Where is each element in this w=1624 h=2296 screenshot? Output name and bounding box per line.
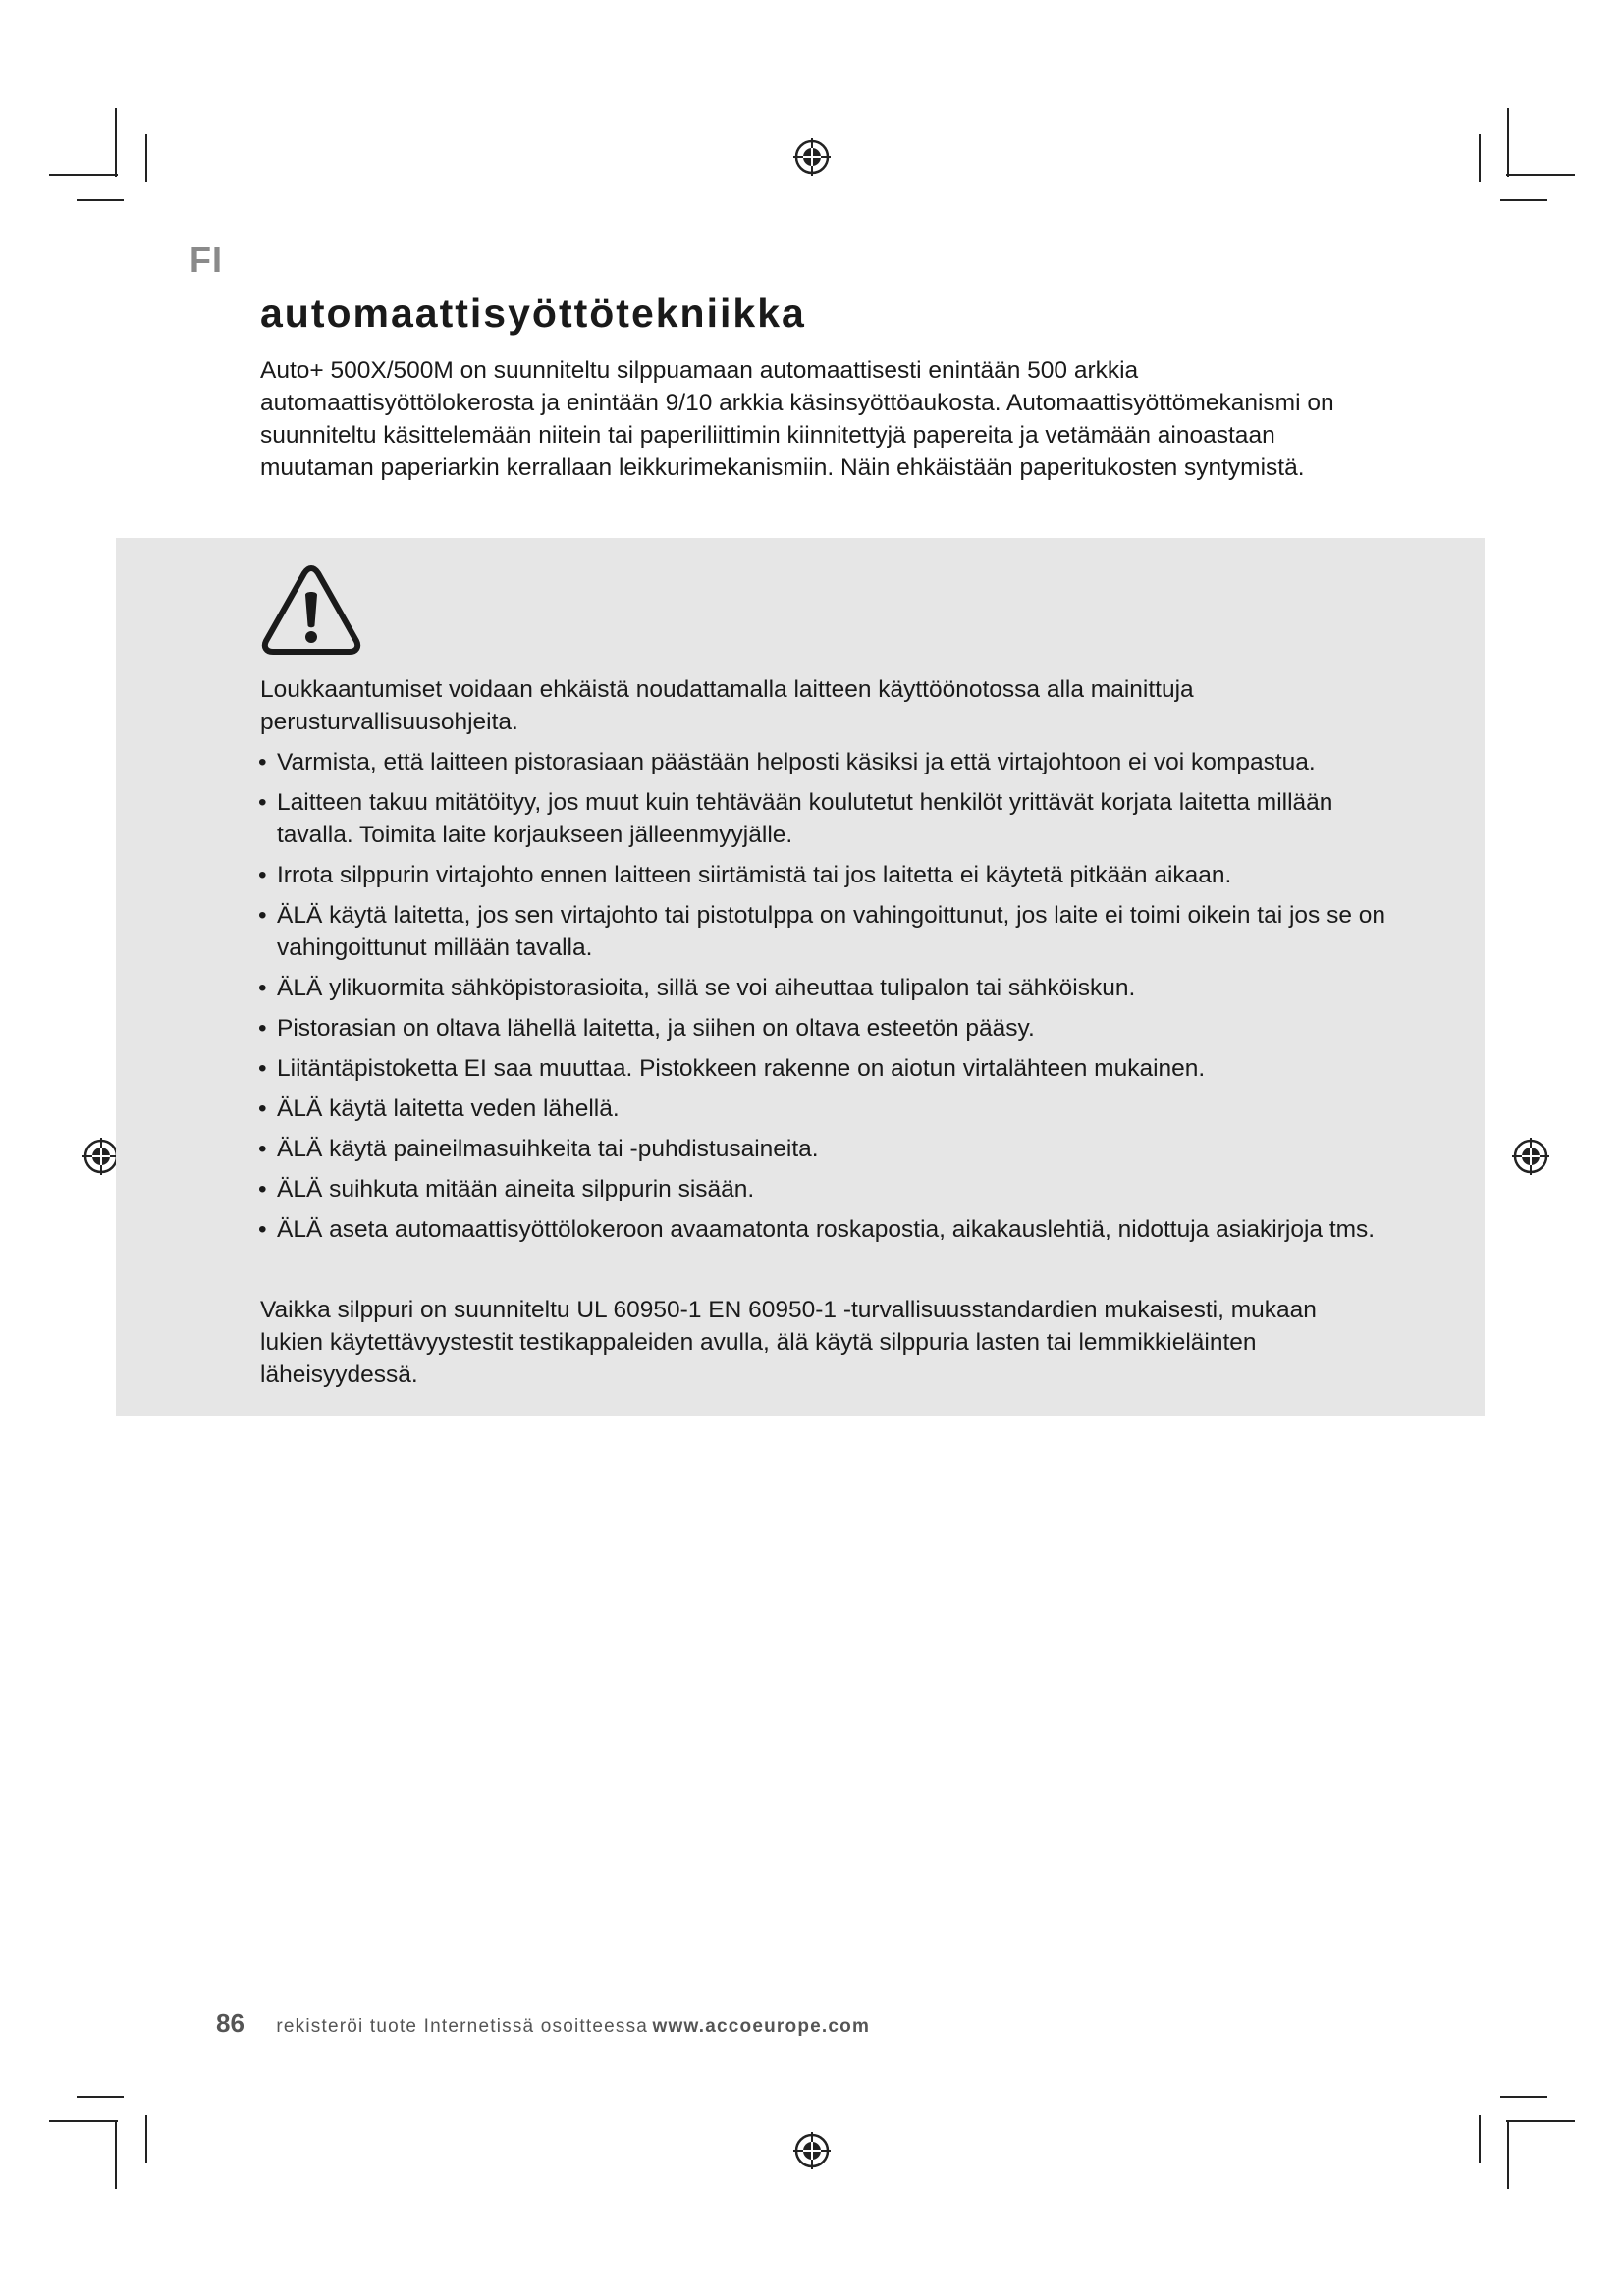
list-item: • Liitäntäpistoketta EI saa muuttaa. Pistokkeen rakenne on aiotun virtalähteen mukainen. bbox=[258, 1052, 1387, 1085]
registration-mark-icon bbox=[791, 2130, 833, 2171]
page-number: 86 bbox=[216, 2008, 244, 2038]
intro-paragraph: Auto+ 500X/500M on suunniteltu silppuamaan automaattisesti enintään 500 arkkia automaattisyöttölokerosta ja enintään 9/10 arkkia käsinsyöttöaukosta. Automaattisyöttömekanismi on suunniteltu käsittelemään niitein tai paperiliittimin kiinnitettyjä papereita ja vetämään ainoastaan muutaman paperiarkin kerrallaan leikkurimekanismiin. Näin ehkäistään paperitukosten syntymistä. bbox=[260, 357, 1334, 481]
page-title: automaattisyöttötekniikka bbox=[260, 291, 806, 336]
list-item: • Varmista, että laitteen pistorasiaan päästään helposti käsiksi ja että virtajohtoon ei voi kompastua. bbox=[258, 746, 1387, 778]
list-item: • Pistorasian on oltava lähellä laitetta, ja siihen on oltava esteetön pääsy. bbox=[258, 1012, 1387, 1044]
list-item: • ÄLÄ käytä paineilmasuihkeita tai -puhdistusaineita. bbox=[258, 1133, 1387, 1165]
list-item: • ÄLÄ ylikuormita sähköpistorasioita, sillä se voi aiheuttaa tulipalon tai sähköiskun. bbox=[258, 972, 1387, 1004]
list-item: • ÄLÄ suihkuta mitään aineita silppurin sisään. bbox=[258, 1173, 1387, 1205]
registration-mark-icon bbox=[791, 136, 833, 178]
safety-instructions-list bbox=[258, 746, 1387, 1254]
list-item: • ÄLÄ käytä laitetta, jos sen virtajohto tai pistotulppa on vahingoittunut, jos laite ei toimi oikein tai jos se on vahingoittunut millään tavalla. bbox=[258, 899, 1387, 964]
language-code: FI bbox=[189, 240, 223, 280]
list-item: • Irrota silppurin virtajohto ennen laitteen siirtämistä tai jos laitetta ei käytetä pitkään aikaan. bbox=[258, 859, 1387, 891]
footer-text: rekisteröi tuote Internetissä osoitteessa bbox=[276, 2016, 649, 2037]
list-item: • ÄLÄ aseta automaattisyöttölokeroon avaamatonta roskapostia, aikakauslehtiä, nidottuja asiakirjoja tms. bbox=[258, 1213, 1387, 1246]
registration-mark-icon bbox=[1510, 1136, 1551, 1177]
list-item: • ÄLÄ käytä laitetta veden lähellä. bbox=[258, 1093, 1387, 1125]
warning-triangle-icon bbox=[260, 562, 362, 657]
list-item: • Laitteen takuu mitätöityy, jos muut kuin tehtävään koulutetut henkilöt yrittävät korjata laitetta millään tavalla. Toimita laite korjaukseen jälleenmyyjälle. bbox=[258, 786, 1387, 851]
footer-url-link[interactable]: www.accoeurope.com bbox=[652, 2016, 871, 2037]
warning-lead-text: Loukkaantumiset voidaan ehkäistä noudattamalla laitteen käyttöönotossa alla mainittuja perusturvallisuusohjeita. bbox=[260, 676, 1194, 735]
warning-closing-text: Vaikka silppuri on suunniteltu UL 60950-1 EN 60950-1 -turvallisuusstandardien mukaisesti, mukaan lukien käytettävyystestit testikappaleiden avulla, älä käytä silppuria lasten tai lemmikkieläinten läheisyydessä. bbox=[260, 1297, 1317, 1388]
page-footer bbox=[216, 2008, 870, 2039]
